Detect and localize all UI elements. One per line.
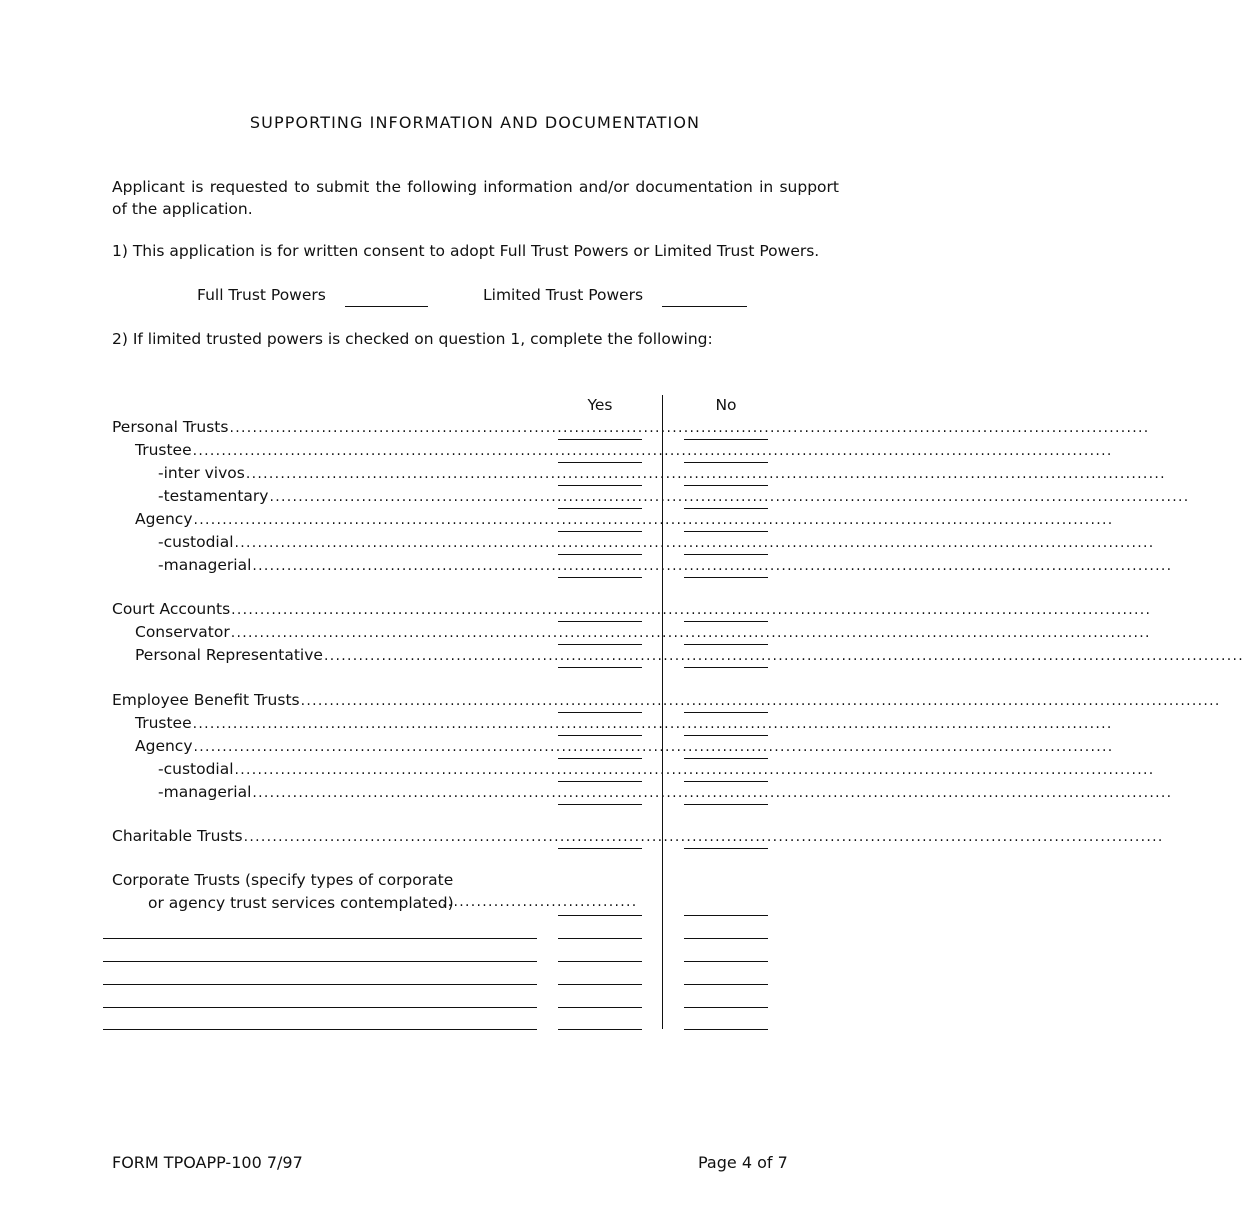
no-blank[interactable]: [684, 621, 768, 622]
no-column-header: No: [715, 396, 737, 414]
page-number: Page 4 of 7: [698, 1153, 788, 1172]
leader-dots: ................................................................................................................................................................: [245, 466, 1166, 483]
yes-blank[interactable]: [558, 961, 642, 962]
row-label-text: -custodial: [158, 760, 234, 779]
write-in-line[interactable]: [103, 1029, 537, 1030]
row-label: [112, 532, 1155, 554]
yes-blank[interactable]: [558, 485, 642, 486]
row-label: [112, 826, 1164, 848]
full-trust-powers-blank[interactable]: [345, 306, 428, 307]
leader-dots: ................................................................................................................................................................: [192, 716, 1113, 733]
yes-blank[interactable]: [558, 577, 642, 578]
row-label: [112, 782, 1173, 804]
yes-blank[interactable]: [558, 439, 642, 440]
row-label-text: -inter vivos: [158, 464, 245, 483]
no-blank[interactable]: [684, 1007, 768, 1008]
leader-dots: ................................................................................................................................................................: [300, 693, 1221, 710]
yes-blank[interactable]: [558, 531, 642, 532]
row-label: [112, 555, 1173, 577]
yes-blank[interactable]: [558, 712, 642, 713]
row-label: [112, 736, 1114, 758]
no-blank[interactable]: [684, 758, 768, 759]
page-title: SUPPORTING INFORMATION AND DOCUMENTATION: [249, 113, 701, 132]
write-in-line[interactable]: [103, 1007, 537, 1008]
row-label: [112, 417, 1150, 439]
question-2: 2) If limited trusted powers is checked on question 1, complete the following:: [112, 330, 713, 348]
yes-blank[interactable]: [558, 735, 642, 736]
row-label-text: Charitable Trusts: [112, 827, 243, 846]
no-blank[interactable]: [684, 667, 768, 668]
leader-dots: ................................................................................................................................................................: [231, 602, 1152, 619]
row-label-text: -managerial: [158, 556, 252, 575]
row-label: [112, 645, 1244, 667]
write-in-line[interactable]: [103, 961, 537, 962]
limited-trust-powers-label: Limited Trust Powers: [483, 286, 644, 304]
yes-blank[interactable]: [558, 621, 642, 622]
yes-blank[interactable]: [558, 462, 642, 463]
yes-blank[interactable]: [558, 848, 642, 849]
leader-dots: ................................................................................................................................................................: [230, 625, 1151, 642]
leader-dots: ................................................................................................................................................................: [269, 489, 1190, 506]
row-label: [112, 713, 1113, 735]
leader-dots: ................................................................................................................................................................: [229, 420, 1150, 437]
no-blank[interactable]: [684, 915, 768, 916]
row-label: [112, 486, 1190, 508]
row-label-text: Court Accounts: [112, 600, 231, 619]
row-label-text: Personal Representative: [135, 646, 323, 665]
leader-dots: ................................................................................................................................................................: [193, 739, 1114, 756]
leader-dots: ................................................................................................................................................................: [243, 829, 1164, 846]
row-label-text: -managerial: [158, 783, 252, 802]
intro-paragraph: Applicant is requested to submit the following information and/or documentation in support of the application.: [112, 178, 839, 218]
no-blank[interactable]: [684, 984, 768, 985]
corporate-trusts-label-line1: Corporate Trusts (specify types of corporate: [112, 871, 454, 889]
yes-blank[interactable]: [558, 508, 642, 509]
yes-blank[interactable]: [558, 1007, 642, 1008]
row-label-text: Conservator: [135, 623, 230, 642]
leader-dots: ................................................................................................................................................................: [323, 648, 1244, 665]
no-blank[interactable]: [684, 439, 768, 440]
no-blank[interactable]: [684, 1029, 768, 1030]
leader-dots: ................................................................................................................................................................: [252, 558, 1173, 575]
row-label-text: Agency: [135, 737, 193, 756]
leader-dots: ................................................................................................................................................................: [234, 535, 1155, 552]
yes-blank[interactable]: [558, 554, 642, 555]
leader-dots: ................................................................................................................................................................: [252, 785, 1173, 802]
no-blank[interactable]: [684, 781, 768, 782]
row-label-text: -custodial: [158, 533, 234, 552]
yes-blank[interactable]: [558, 915, 642, 916]
question-1: 1) This application is for written consent to adopt Full Trust Powers or Limited Trust Powers.: [112, 242, 820, 260]
write-in-line[interactable]: [103, 938, 537, 939]
row-label: [112, 759, 1155, 781]
no-blank[interactable]: [684, 554, 768, 555]
no-blank[interactable]: [684, 485, 768, 486]
yes-blank[interactable]: [558, 758, 642, 759]
row-label-text: Employee Benefit Trusts: [112, 691, 300, 710]
yes-blank[interactable]: [558, 1029, 642, 1030]
leader-dots: ................................................................................................................................................................: [192, 443, 1113, 460]
yes-blank[interactable]: [558, 781, 642, 782]
no-blank[interactable]: [684, 508, 768, 509]
no-blank[interactable]: [684, 848, 768, 849]
row-label-text: Agency: [135, 510, 193, 529]
row-label-text: Trustee: [135, 714, 192, 733]
yes-blank[interactable]: [558, 667, 642, 668]
write-in-line[interactable]: [103, 984, 537, 985]
no-blank[interactable]: [684, 462, 768, 463]
row-label-text: Personal Trusts: [112, 418, 229, 437]
full-trust-powers-label: Full Trust Powers: [197, 286, 326, 304]
row-label: [112, 463, 1166, 485]
row-label: [112, 690, 1221, 712]
row-label-text: Trustee: [135, 441, 192, 460]
no-blank[interactable]: [684, 735, 768, 736]
row-label-text: -testamentary: [158, 487, 269, 506]
no-blank[interactable]: [684, 577, 768, 578]
yes-blank[interactable]: [558, 804, 642, 805]
row-label: [112, 599, 1152, 621]
yes-blank[interactable]: [558, 644, 642, 645]
no-blank[interactable]: [684, 804, 768, 805]
yes-column-header: Yes: [587, 396, 613, 414]
form-number: FORM TPOAPP-100 7/97: [112, 1153, 303, 1172]
no-blank[interactable]: [684, 531, 768, 532]
row-label: [112, 622, 1151, 644]
yes-blank[interactable]: [558, 984, 642, 985]
yes-blank[interactable]: [558, 938, 642, 939]
row-label: [112, 440, 1113, 462]
no-blank[interactable]: [684, 938, 768, 939]
no-blank[interactable]: [684, 712, 768, 713]
no-blank[interactable]: [684, 644, 768, 645]
no-blank[interactable]: [684, 961, 768, 962]
leader-dots: ................................................................................................................................................................: [193, 512, 1114, 529]
corporate-trusts-label-line2: or agency trust services contemplated): [148, 894, 454, 912]
leader-dots: ................................................................................................................................................................: [234, 762, 1155, 779]
limited-trust-powers-blank[interactable]: [662, 306, 747, 307]
row-label: [112, 509, 1114, 531]
corporate-leader-dots: ..................................: [442, 894, 638, 910]
